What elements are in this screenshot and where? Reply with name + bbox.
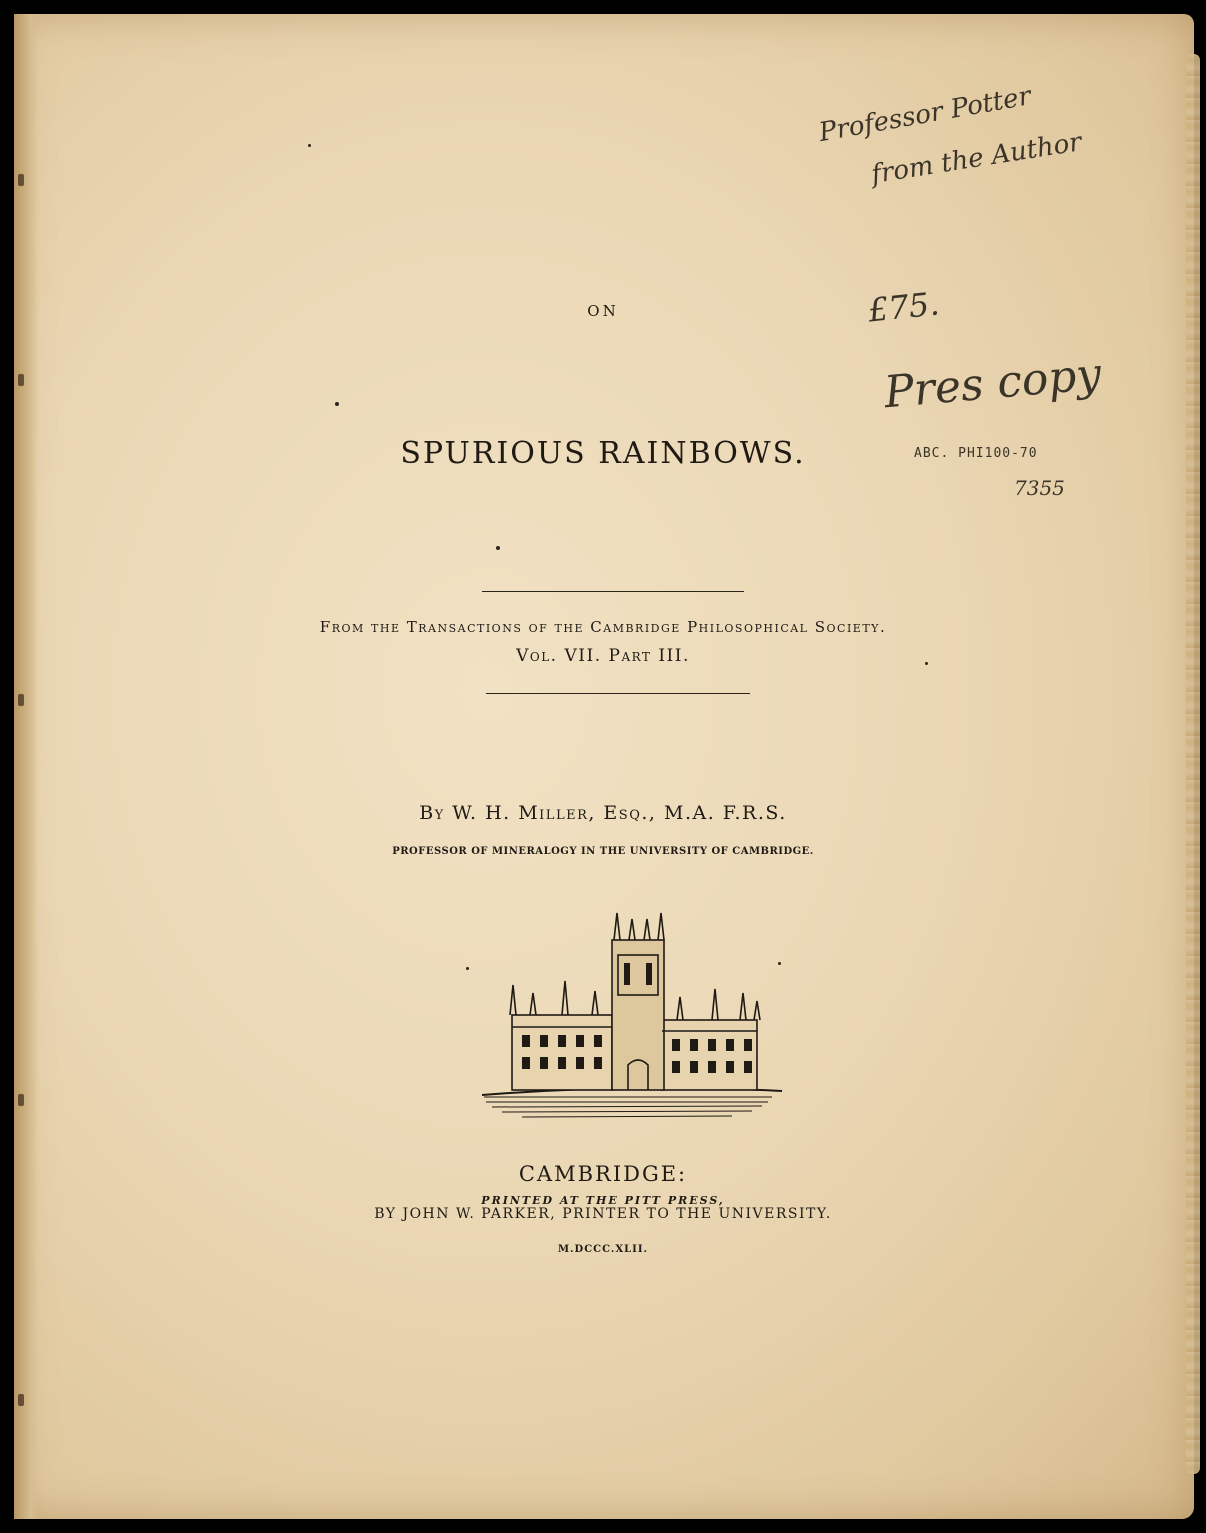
imprint-place: CAMBRIDGE:: [518, 1162, 688, 1186]
divider-rule-bottom: [486, 693, 750, 694]
author-affiliation: PROFESSOR OF MINERALOGY IN THE UNIVERSITY OF CAMBRIDGE.: [392, 846, 814, 857]
divider-rule-top: [482, 591, 744, 592]
binding-stitch: [18, 1094, 24, 1106]
handwritten-code: 7355: [1014, 476, 1065, 500]
title-prefix: ON: [587, 302, 619, 320]
volume-line: Vol. VII. Part III.: [516, 646, 690, 666]
handwritten-inscription-line1: Professor Potter: [816, 81, 1034, 148]
binding-stitch: [18, 374, 24, 386]
title-page-sheet: [14, 14, 1194, 1519]
binding-stitch: [18, 1394, 24, 1406]
handwritten-inscription-line2: from the Author: [869, 127, 1084, 190]
binding-spine: [14, 14, 38, 1519]
author-line: By W. H. Miller, Esq., M.A. F.R.S.: [419, 802, 787, 824]
imprint-press: PRINTED AT THE PITT PRESS,: [481, 1194, 725, 1207]
page-title: SPURIOUS RAINBOWS.: [400, 436, 806, 471]
foxing-speck: [308, 144, 311, 147]
imprint-year: M.DCCC.XLII.: [557, 1244, 649, 1255]
foxing-speck: [466, 967, 469, 970]
imprint-printer: BY JOHN W. PARKER, PRINTER TO THE UNIVERSITY.: [374, 1206, 832, 1222]
source-line: From the Transactions of the Cambridge Philosophical Society.: [319, 618, 887, 636]
handwritten-price: £75.: [866, 284, 942, 330]
binding-stitch: [18, 694, 24, 706]
foxing-speck: [496, 546, 500, 550]
binding-stitch: [18, 174, 24, 186]
foxing-speck: [335, 402, 339, 406]
handwritten-note: Pres copy: [882, 348, 1104, 419]
university-building-engraving-icon: [472, 905, 790, 1125]
rough-page-edge: [1186, 54, 1200, 1474]
handwritten-reference: ABC. PHI100-70: [914, 446, 1038, 461]
